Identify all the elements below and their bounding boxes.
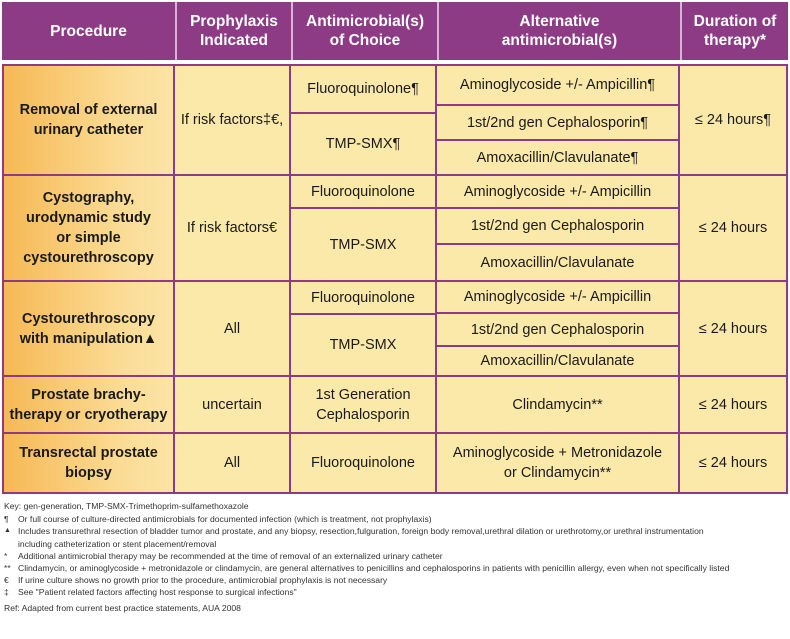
alternative-cell: Aminoglycoside +/- Ampicillin¶ <box>459 77 656 93</box>
header-prophylaxis: Prophylaxis Indicated <box>175 2 291 60</box>
prophylaxis-cell: uncertain <box>202 396 262 413</box>
footnote: * Additional antimicrobial therapy may be recommended at the time of removal of an externalized urinary catheter <box>4 550 443 561</box>
choice-cell: TMP-SMX <box>329 337 397 353</box>
table-body <box>2 64 788 494</box>
footnote-key: Key: gen-generation, TMP-SMX-Trimethoprim-sulfamethoxazole <box>4 501 249 511</box>
alternative-cell: Aminoglycoside + Metronidazole or Clindamycin** <box>452 445 663 481</box>
table-header <box>2 2 788 60</box>
procedure-cell: Prostate brachy- therapy or cryotherapy <box>4 377 173 432</box>
header-choice: Antimicrobial(s) of Choice <box>291 2 437 60</box>
procedure-cell: Removal of external urinary catheter <box>4 66 173 174</box>
duration-cell: ≤ 24 hours <box>698 396 768 413</box>
duration-cell: ≤ 24 hours <box>698 220 768 236</box>
footnote: ** Clindamycin, or aminoglycoside + metronidazole or clindamycin, are general alternatives to penicillins and cephalosporins in patients with penicillin allergy, even when not specifically listed <box>4 563 730 574</box>
footnote: ¶ Or full course of culture-directed antimicrobials for documented infection (which is treatment, not prophylaxis) <box>4 514 432 525</box>
procedure-cell: Transrectal prostate biopsy <box>4 434 173 492</box>
alternative-cell: Clindamycin** <box>512 396 603 413</box>
choice-cell: Fluoroquinolone <box>311 455 415 471</box>
footnote: ‡ See "Patient related factors affecting host response to surgical infections" <box>4 587 297 598</box>
footnotes <box>4 500 788 614</box>
alternative-cell: Aminoglycoside +/- Ampicillin <box>463 289 652 305</box>
prophylaxis-cell: If risk factors€ <box>186 220 278 236</box>
prophylaxis-cell: All <box>223 455 241 471</box>
choice-cell: TMP-SMX <box>329 236 397 253</box>
alternative-cell: Amoxacillin/Clavulanate¶ <box>476 149 639 166</box>
duration-cell: ≤ 24 hours <box>698 320 768 337</box>
footnote: ▲ Includes transurethral resection of bladder tumor and prostate, and any biopsy, resection,fulguration, foreign body removal,urethral dilation or urethrotomy,or urethral instrumentation <box>4 526 704 537</box>
header-alternative: Alternative antimicrobial(s) <box>437 2 680 60</box>
footnote: € If urine culture shows no growth prior to the procedure, antimicrobial prophylaxis is not necessary <box>4 575 388 586</box>
duration-cell: ≤ 24 hours <box>698 455 768 471</box>
header-duration: Duration of therapy* <box>680 2 788 60</box>
alternative-cell: Amoxacillin/Clavulanate <box>480 353 635 369</box>
prophylaxis-cell: All <box>223 320 241 337</box>
reference: Ref: Adapted from current best practice statements, AUA 2008 <box>4 602 241 613</box>
procedure-cell: Cystography, urodynamic study or simple cystourethroscopy <box>4 176 173 280</box>
footnote: including catheterization or stent placement/removal <box>18 538 217 549</box>
duration-cell: ≤ 24 hours¶ <box>694 112 772 128</box>
choice-cell: 1st Generation Cephalosporin <box>315 386 411 423</box>
alternative-cell: 1st/2nd gen Cephalosporin¶ <box>466 114 649 131</box>
choice-cell: Fluoroquinolone <box>311 183 415 200</box>
alternative-cell: 1st/2nd gen Cephalosporin <box>470 218 645 234</box>
choice-cell: TMP-SMX¶ <box>325 136 401 152</box>
choice-cell: Fluoroquinolone <box>311 289 415 306</box>
alternative-cell: Aminoglycoside +/- Ampicillin <box>463 183 652 200</box>
alternative-cell: 1st/2nd gen Cephalosporin <box>470 321 645 338</box>
choice-cell: Fluoroquinolone¶ <box>307 81 419 97</box>
header-procedure: Procedure <box>50 22 127 40</box>
alternative-cell: Amoxacillin/Clavulanate <box>480 254 635 271</box>
prophylaxis-cell: If risk factors‡€, <box>180 112 284 128</box>
procedure-cell: Cystourethroscopy with manipulation▲ <box>4 282 173 375</box>
